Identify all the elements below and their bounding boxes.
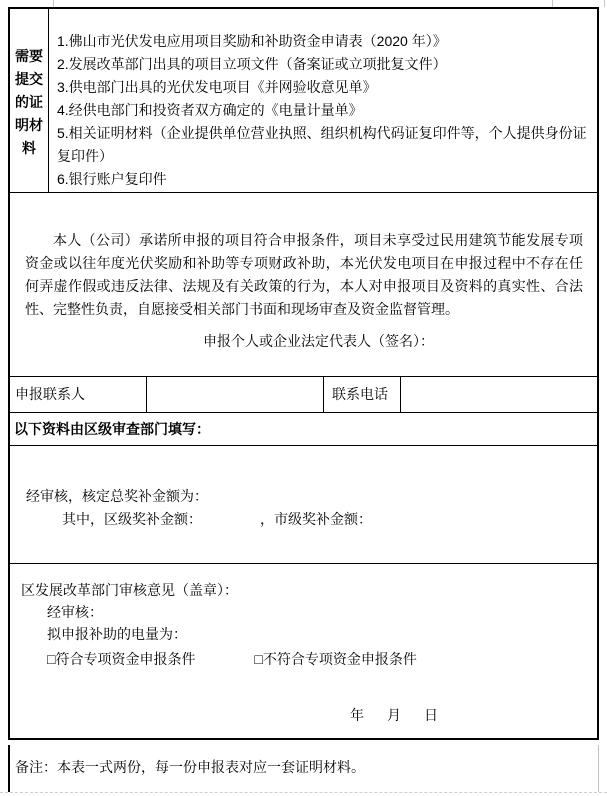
page-cut-tick xyxy=(552,0,553,7)
opinion-title: 区发展改革部门审核意见（盖章）： xyxy=(21,582,238,598)
amount-breakdown-line xyxy=(10,508,597,531)
date-day-label: 日 xyxy=(424,707,438,723)
checkbox-eligible[interactable] xyxy=(47,651,195,667)
materials-item: 2.发展改革部门出具的项目立项文件（备案证或立项批复文件） xyxy=(57,56,447,72)
opinion-energy-line: 拟申报补助的电量为： xyxy=(47,626,187,642)
contact-phone-field[interactable] xyxy=(401,377,597,412)
signature-label: 申报个人或企业法定代表人（签名）： xyxy=(203,333,434,349)
materials-item: 4.经供电部门和投资者双方确定的《电量计量单》 xyxy=(57,102,363,118)
contact-row xyxy=(10,377,597,413)
checkbox-icon: □ xyxy=(254,651,263,667)
opinion-row xyxy=(10,564,597,738)
date-year-label: 年 xyxy=(350,707,364,723)
declaration-row xyxy=(10,193,597,377)
declaration-paragraph: 本人（公司）承诺所申报的项目符合申报条件，项目未享受过民用建筑节能发展专项资金或以往年度光伏奖励和补助等专项财政补助，本光伏发电项目在申报过程中不存在任何弄虚作假或违反法律、法规及有关政策的行为，本人对申报项目及资料的真实性、合法性、完整性负责，自愿接受相关部门书面和现场审查及资金监督管理。 xyxy=(25,232,583,317)
page-cut-tick xyxy=(604,0,605,7)
materials-list xyxy=(49,9,597,192)
date-month-label: 月 xyxy=(387,707,401,723)
note-row xyxy=(8,745,599,792)
total-amount-line: 经审核，核定总奖补金额为： xyxy=(26,488,208,504)
materials-header-cell: 需要提交的证明材料 xyxy=(10,9,49,192)
page-cut-line xyxy=(0,792,607,793)
checkbox-not-eligible-label: 不符合专项资金申报条件 xyxy=(262,651,417,667)
city-amount-label: ，市级奖补金额： xyxy=(260,511,372,527)
checkbox-icon: □ xyxy=(47,651,56,667)
application-form-table xyxy=(8,7,599,740)
opinion-review-line: 经审核： xyxy=(47,604,103,620)
materials-item: 3.供电部门出具的光伏发电项目《并网验收意见单》 xyxy=(57,79,377,95)
checkbox-not-eligible[interactable] xyxy=(254,651,416,667)
materials-item: 1.佛山市光伏发电应用项目奖励和补助资金申请表（2020 年）》 xyxy=(57,33,447,49)
contact-name-label: 申报联系人 xyxy=(10,377,147,412)
date-line xyxy=(20,704,597,726)
page-cut-tick xyxy=(53,0,54,7)
materials-item: 6.银行账户复印件 xyxy=(57,171,167,187)
eligibility-checkboxes xyxy=(20,648,597,670)
materials-row xyxy=(10,9,597,193)
amounts-row xyxy=(10,446,597,564)
contact-name-field[interactable] xyxy=(147,377,324,412)
note-text: 备注：本表一式两份，每一份申报表对应一套证明材料。 xyxy=(15,759,365,775)
reviewer-section-header: 以下资料由区级审查部门填写： xyxy=(10,413,597,446)
contact-phone-label: 联系电话 xyxy=(324,377,401,412)
materials-item: 5.相关证明材料（企业提供单位营业执照、组织机构代码证复印件等，个人提供身份证复印件） xyxy=(57,125,587,164)
checkbox-eligible-label: 符合专项资金申报条件 xyxy=(55,651,196,667)
district-amount-label: 其中，区级奖补金额： xyxy=(62,511,202,527)
